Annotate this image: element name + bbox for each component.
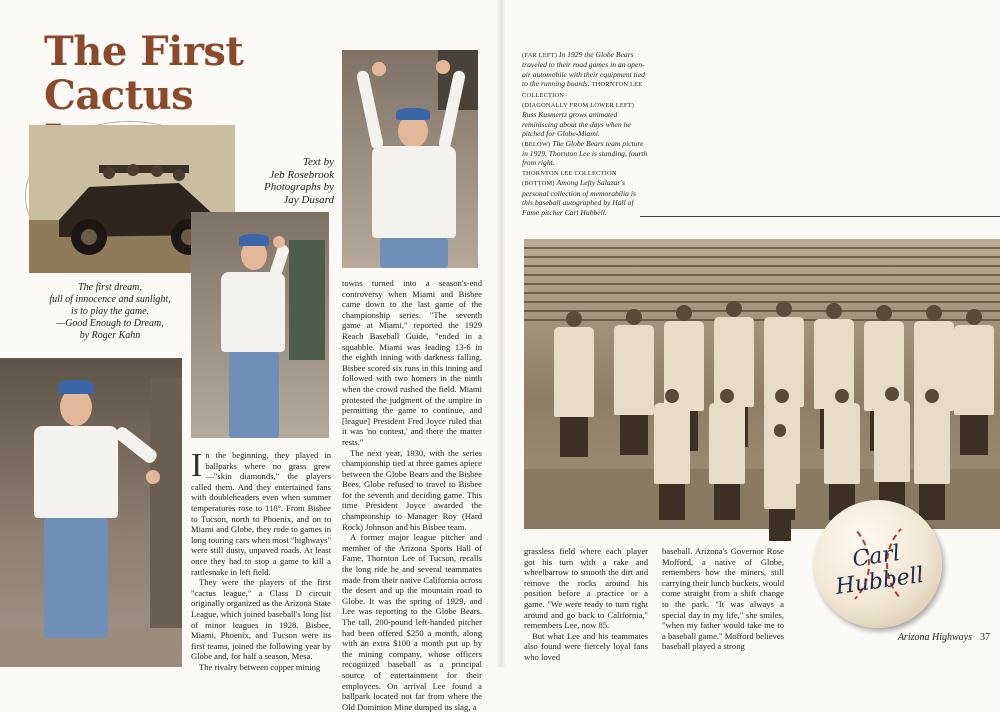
caption-text: In 1929 the Globe Bears traveled to their road games in an open-air automobile with their equipment tied to the running boards. bbox=[522, 50, 645, 89]
caption-label: (FAR LEFT) bbox=[522, 52, 558, 59]
player-head bbox=[966, 309, 982, 325]
player-uniform bbox=[614, 325, 654, 415]
player-head bbox=[774, 424, 787, 437]
paragraph: A former major league pitcher and member of the Arizona Sports Hall of Fame, Thornton Lee of Tucson, recalls the long ride he and several teammates made from their native California across the desert and up the mountain road to Globe. It was the spring of 1929, and Lee was reporting to the Globe Bears. The tall, 200-pound left-handed pitcher had been offered $250 a month, along with an extra $100 a month put up by the mining company, whose officers recognized baseball as a principal source of entertainment for their employees. On arrival Lee found a ballpark located not far from where the Old Dominion Mine dumped its slag, a bbox=[342, 532, 482, 712]
caption-label: (DIAGONALLY FROM LOWER LEFT) bbox=[522, 102, 635, 110]
player-head bbox=[876, 305, 892, 321]
player-uniform bbox=[764, 437, 796, 509]
byline-author: Jeb Rosebrook bbox=[269, 168, 334, 181]
paragraph: towns turned into a season's-end controversy when Miami and Bisbee came down to the last game of the championship series. "The seventh game at Miami," reported the 1929 Reach Baseball Guide, "ended in a squabble. Miami was leading 13-6 in the eighth inning with darkness falling. Bisbee scored six runs in this inning and followed with two homers in the ninth when the crowd rushed the field. Miami protested the judgment of the umpire in permitting the game to continue, and [league] President Fred Joyce ruled that it was 'no contest,' and there the matter rests." bbox=[342, 278, 482, 447]
cap-shape bbox=[239, 234, 269, 246]
epigraph-line: is to play the game. bbox=[70, 306, 150, 317]
player-uniform bbox=[874, 401, 910, 482]
arm-shape bbox=[356, 70, 384, 151]
bleacher-line bbox=[524, 274, 1000, 276]
team-photo-1929 bbox=[524, 239, 1000, 529]
bleacher-line bbox=[524, 256, 1000, 258]
caption-rule bbox=[640, 216, 1000, 217]
hand-shape bbox=[146, 470, 160, 484]
paragraph: They were the players of the first "cactus league," a Class D circuit originally organized as the Arizona State League, which joined baseball's long list of minor leagues in 1928. Bisbee, Miami, Phoenix, and Tucson were its first teams, joined the following year by Globe and, for half a season, Mesa. bbox=[191, 577, 331, 662]
player-uniform bbox=[914, 403, 950, 484]
paragraph: baseball. Arizona's Governor Rose Mofford, a native of Globe, remembers how the miners, still carrying their lunch buckets, would come straight from a shift change to the park. "It was always a special day in my life," she smiles, "when my father would take me to a baseball game." Mofford believes baseball played a strong bbox=[662, 546, 784, 652]
page-gutter bbox=[496, 0, 506, 667]
player-head bbox=[720, 389, 734, 403]
arm-shape bbox=[264, 243, 291, 294]
bleacher-line bbox=[524, 283, 1000, 285]
player-figure bbox=[614, 309, 654, 469]
cap-shape bbox=[58, 380, 94, 394]
player-figure bbox=[554, 311, 594, 471]
epigraph bbox=[42, 282, 178, 342]
player-figure bbox=[709, 389, 745, 533]
article-column-3 bbox=[524, 546, 648, 663]
arms-raised-man-photo bbox=[342, 50, 478, 268]
pants-shape bbox=[380, 238, 448, 268]
hand-shape bbox=[273, 236, 285, 248]
player-socks bbox=[960, 415, 988, 455]
player-socks bbox=[714, 484, 739, 520]
player-head bbox=[835, 389, 849, 403]
player-uniform bbox=[824, 403, 860, 484]
epigraph-line: full of innocence and sunlight, bbox=[49, 294, 171, 305]
photo-captions bbox=[522, 50, 648, 217]
player-head bbox=[926, 305, 942, 321]
byline-text-by: Text by bbox=[302, 156, 334, 168]
caption-credit: THORNTON LEE COLLECTION bbox=[522, 81, 643, 99]
byline-photographer: Jay Dusard bbox=[283, 193, 334, 206]
page-folio bbox=[898, 632, 990, 643]
title-line-2: Cactus bbox=[44, 72, 194, 119]
caption-credit: THORNTON LEE COLLECTION bbox=[522, 169, 617, 177]
shirt-shape bbox=[34, 426, 118, 518]
player-head bbox=[775, 389, 789, 403]
player-head bbox=[726, 301, 742, 317]
cap-shape bbox=[396, 108, 430, 120]
drop-cap: I bbox=[191, 447, 203, 484]
caption-text: Russ Kusmertz grows animated reminiscing about the days when he pitched for Globe-Miami. bbox=[522, 110, 631, 139]
bleacher-line bbox=[524, 247, 1000, 249]
page-number: 37 bbox=[980, 632, 990, 643]
player-figure bbox=[954, 309, 994, 469]
player-head bbox=[566, 311, 582, 327]
epigraph-line: The first dream, bbox=[78, 282, 142, 293]
bleacher-line bbox=[524, 301, 1000, 303]
player-head bbox=[925, 389, 939, 403]
bleacher-line bbox=[524, 265, 1000, 267]
pointing-man-photo bbox=[191, 212, 329, 438]
player-head bbox=[676, 305, 692, 321]
paragraph: The rivalry between copper mining bbox=[199, 661, 321, 672]
player-socks bbox=[659, 484, 684, 520]
player-head bbox=[885, 387, 899, 401]
epigraph-attribution: by Roger Kahn bbox=[79, 330, 141, 341]
player-head bbox=[776, 301, 792, 317]
gesturing-man-photo bbox=[0, 358, 182, 667]
hand-shape bbox=[372, 62, 386, 76]
paragraph: The next year, 1930, with the series championship tied at three games apiece between the Globe Bears and the Bisbee Bees, Globe refused to travel to Bisbee for the seventh and deciding game. This time President Joyce awarded the championship to Manager Roy (Hard Rock) Johnson and his Bisbee team. bbox=[342, 447, 482, 532]
player-uniform bbox=[709, 403, 745, 484]
player-socks bbox=[620, 415, 648, 455]
player-head bbox=[626, 309, 642, 325]
player-uniform bbox=[554, 327, 594, 417]
article-column-2 bbox=[342, 278, 482, 712]
paragraph: But what Lee and his teammates also found were fiercely loyal fans who loved bbox=[524, 630, 648, 662]
paragraph: n the beginning, they played in ballparks where no grass grew—"skin diamonds," the players called them. And they entertained fans with doubleheaders even when summer temperatures rose to 118°. From Bisbee to Tucson, north to Phoenix, and on to Miami and Globe, they rode to games in long touring cars when most "highways" were still dusty, unpaved roads. At least once they had to stop a game to kill a rattlesnake in left field. bbox=[191, 450, 331, 577]
article-column-4 bbox=[662, 546, 784, 652]
hand-shape bbox=[436, 60, 450, 74]
window-shape bbox=[289, 240, 325, 360]
caption-text: The Globe Bears team picture in 1929. Thornton Lee is standing, fourth from right. bbox=[522, 138, 648, 168]
player-head bbox=[665, 389, 679, 403]
player-head bbox=[826, 303, 842, 319]
player-uniform bbox=[954, 325, 994, 415]
shirt-shape bbox=[372, 146, 456, 238]
autographed-baseball bbox=[814, 500, 942, 628]
caption-label: (BELOW) bbox=[522, 140, 551, 148]
player-socks bbox=[560, 417, 588, 457]
wall-post-shape bbox=[150, 378, 182, 658]
title-line-1: The First bbox=[44, 28, 244, 75]
caption-label: (BOTTOM) bbox=[522, 180, 555, 188]
magazine-name: Arizona Highways bbox=[897, 632, 972, 643]
byline bbox=[258, 156, 334, 206]
byline-photos-by: Photographs by bbox=[264, 181, 334, 193]
player-figure bbox=[654, 389, 690, 533]
player-figure bbox=[914, 389, 950, 533]
article-column-1 bbox=[191, 447, 331, 672]
bleacher-line bbox=[524, 292, 1000, 294]
caption-text: Among Lefty Salazar's personal collection of memorabilia is this baseball autographed by Hall of Fame pitcher Carl Hubbell. bbox=[522, 178, 636, 217]
pants-shape bbox=[44, 518, 108, 638]
pants-shape bbox=[229, 352, 279, 438]
epigraph-attribution: —Good Enough to Dream, bbox=[56, 318, 164, 329]
ball-signature: Carl Hubbell bbox=[834, 540, 926, 600]
player-uniform bbox=[654, 403, 690, 484]
paragraph: grassless field where each player got his turn with a rake and wheelbarrow to smooth the dirt and remove the rocks around his position before a practice or a game. "We were ready to turn right around and go back to California," remembers Lee, now 85. bbox=[524, 546, 648, 631]
